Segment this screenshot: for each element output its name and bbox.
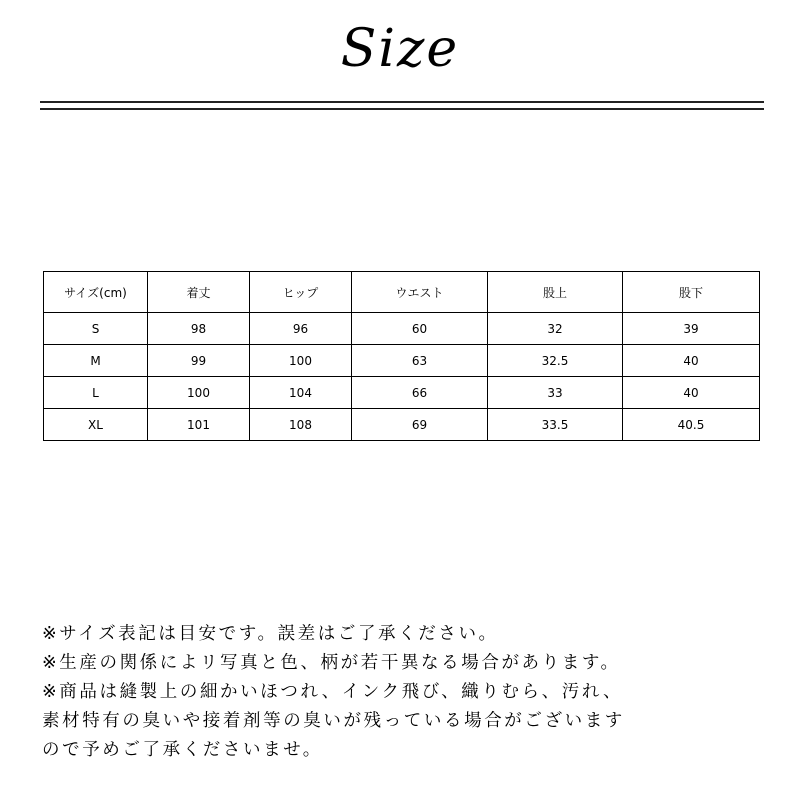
cell-inseam: 40.5 (623, 409, 760, 441)
cell-hip: 96 (250, 313, 352, 345)
cell-rise: 32 (488, 313, 623, 345)
table-header-row (44, 272, 760, 313)
cell-size: M (44, 345, 148, 377)
page-title: Size (340, 19, 460, 79)
cell-inseam: 39 (623, 313, 760, 345)
header-size: サイズ(cm) (44, 272, 148, 313)
note-line: ※サイズ表記は目安です。誤差はご了承ください。 (42, 624, 499, 644)
cell-length: 100 (148, 377, 250, 409)
header-hip: ヒップ (250, 272, 352, 313)
cell-size: XL (44, 409, 148, 441)
cell-size: L (44, 377, 148, 409)
note-line: 素材特有の臭いや接着剤等の臭いが残っている場合がございます (42, 711, 625, 731)
cell-waist: 63 (352, 345, 488, 377)
size-table (43, 271, 760, 441)
cell-waist: 69 (352, 409, 488, 441)
cell-size: S (44, 313, 148, 345)
header-length: 着丈 (148, 272, 250, 313)
title-divider-top (40, 101, 764, 103)
note-line: ※生産の関係によリ写真と色、柄が若干異なる場合があります。 (42, 653, 621, 673)
note-line: ※商品は縫製上の細かいほつれ、インク飛び、織りむら、汚れ、 (42, 682, 624, 702)
table-row (44, 345, 760, 377)
cell-rise: 33.5 (488, 409, 623, 441)
cell-length: 99 (148, 345, 250, 377)
header-rise: 股上 (488, 272, 623, 313)
cell-rise: 33 (488, 377, 623, 409)
header-inseam: 股下 (623, 272, 760, 313)
table-row (44, 313, 760, 345)
cell-length: 101 (148, 409, 250, 441)
notes-block (42, 620, 782, 765)
table-row (44, 377, 760, 409)
cell-rise: 32.5 (488, 345, 623, 377)
cell-hip: 100 (250, 345, 352, 377)
cell-hip: 108 (250, 409, 352, 441)
note-line: ので予めご了承くださいませ。 (42, 740, 323, 760)
cell-inseam: 40 (623, 345, 760, 377)
cell-inseam: 40 (623, 377, 760, 409)
header-waist: ウエスト (352, 272, 488, 313)
cell-waist: 60 (352, 313, 488, 345)
cell-length: 98 (148, 313, 250, 345)
title-divider-bottom (40, 108, 764, 110)
cell-waist: 66 (352, 377, 488, 409)
cell-hip: 104 (250, 377, 352, 409)
table-row (44, 409, 760, 441)
